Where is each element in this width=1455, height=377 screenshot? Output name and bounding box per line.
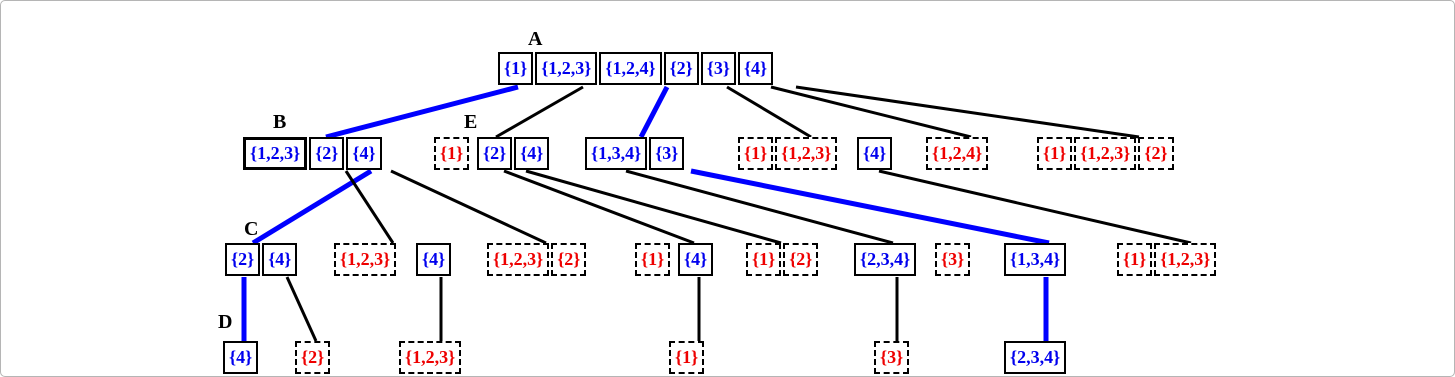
itemset-cell: {4}	[857, 137, 892, 170]
node-1-123-2-infrequent	[1037, 137, 1176, 170]
node-1-leaf-infrequent	[669, 341, 706, 374]
node-D	[223, 341, 260, 374]
itemset-cell: {2}	[309, 137, 344, 170]
label-C: C	[244, 218, 259, 240]
node-234	[854, 243, 918, 276]
label-A: A	[528, 28, 543, 50]
node-C	[225, 243, 299, 276]
tree-edge	[879, 171, 1191, 243]
label-B: B	[273, 111, 287, 133]
itemset-cell: {4}	[346, 137, 381, 170]
itemset-cell: {1,2,3}	[334, 243, 396, 276]
node-134	[1004, 243, 1068, 276]
node-3-leaf-infrequent	[874, 341, 911, 374]
node-124-infrequent	[926, 137, 990, 170]
node-1-123-level2-infrequent	[1117, 243, 1218, 276]
node-1-infrequent	[635, 243, 672, 276]
tree-edge	[346, 171, 393, 243]
itemset-cell: {3}	[649, 137, 684, 170]
itemset-cell: {4}	[738, 52, 773, 85]
itemset-cell: {2}	[664, 52, 699, 85]
itemset-cell: {1,2,3}	[399, 341, 461, 374]
itemset-cell: {2}	[783, 243, 818, 276]
tree-edge	[796, 87, 1139, 137]
itemset-cell: {2}	[295, 341, 330, 374]
tree-edge	[287, 277, 316, 341]
node-4-under-2	[416, 243, 453, 276]
node-123-2-infrequent	[487, 243, 588, 276]
itemset-cell: {3}	[935, 243, 970, 276]
itemset-cell: {1,2,4}	[926, 137, 988, 170]
tree-edge	[391, 171, 546, 243]
node-1-2-infrequent	[746, 243, 820, 276]
node-2-infrequent	[295, 341, 332, 374]
itemset-cell: {4}	[416, 243, 451, 276]
itemset-cell: {1,2,3}	[775, 137, 837, 170]
itemset-cell: {1,2,3}	[1074, 137, 1136, 170]
path-edge	[641, 87, 667, 137]
itemset-cell: {3}	[874, 341, 909, 374]
label-E: E	[464, 111, 478, 133]
label-D: D	[218, 311, 233, 333]
node-A	[498, 52, 775, 85]
itemset-cell: {1,3,4}	[1004, 243, 1066, 276]
itemset-cell: {2}	[1138, 137, 1173, 170]
itemset-cell: {1}	[738, 137, 773, 170]
itemset-cell: {2}	[551, 243, 586, 276]
path-edge	[326, 87, 518, 137]
node-4-under-4	[678, 243, 715, 276]
itemset-cell: {1,2,3}	[487, 243, 549, 276]
itemset-cell: {1}	[498, 52, 533, 85]
itemset-cell: {1}	[746, 243, 781, 276]
itemset-cell: {2,3,4}	[1004, 341, 1066, 374]
itemset-cell: {4}	[678, 243, 713, 276]
itemset-cell: {1,2,3}	[1154, 243, 1216, 276]
tree-edge	[496, 87, 583, 137]
itemset-cell: {4}	[223, 341, 258, 374]
node-4	[857, 137, 894, 170]
itemset-cell: {2}	[477, 137, 512, 170]
itemset-cell: {1,2,3}	[535, 52, 597, 85]
itemset-cell: {4}	[262, 243, 297, 276]
node-234-leaf	[1004, 341, 1068, 374]
itemset-cell: {1}	[1037, 137, 1072, 170]
itemset-cell: {2,3,4}	[854, 243, 916, 276]
node-123-leaf-infrequent	[399, 341, 463, 374]
node-123-infrequent	[334, 243, 398, 276]
node-3-infrequent	[935, 243, 972, 276]
itemset-cell: {1}	[635, 243, 670, 276]
itemset-cell: {4}	[514, 137, 549, 170]
itemset-cell: {1}	[1117, 243, 1152, 276]
node-E-infrequent	[434, 137, 471, 170]
itemset-cell: {1}	[669, 341, 704, 374]
node-B	[243, 137, 384, 170]
itemset-cell: {1,3,4}	[585, 137, 647, 170]
itemset-cell: {1}	[434, 137, 469, 170]
node-134-3	[585, 137, 686, 170]
itemset-cell: {3}	[701, 52, 736, 85]
itemset-cell: {1,2,4}	[599, 52, 661, 85]
itemset-cell: {2}	[225, 243, 260, 276]
node-E	[477, 137, 551, 170]
itemset-cell: {1,2,3}	[243, 137, 307, 170]
node-1-123-infrequent	[738, 137, 839, 170]
